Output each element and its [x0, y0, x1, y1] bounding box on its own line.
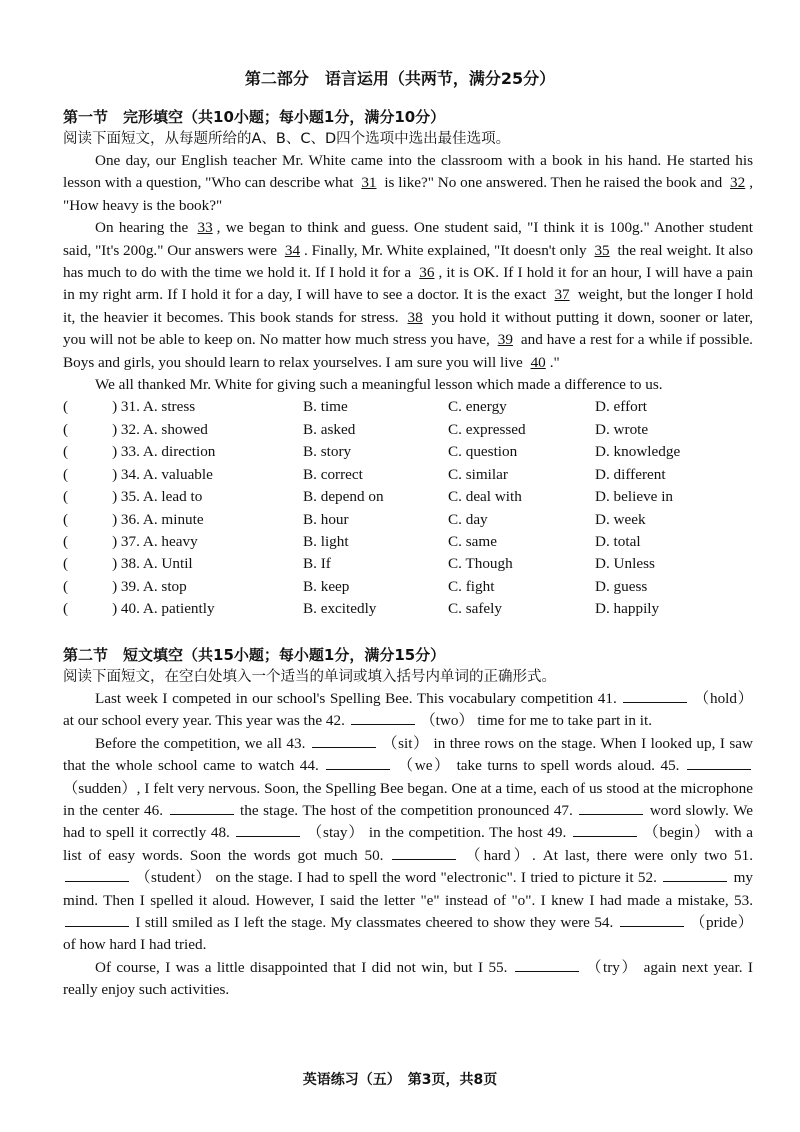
option-b: B. keep — [303, 577, 350, 595]
answer-blank[interactable] — [170, 800, 234, 815]
question-row — [63, 576, 753, 598]
answer-blank[interactable] — [663, 867, 727, 882]
section2-heading: 第二节 短文填空（共15小题；每小题1分，满分15分） — [63, 646, 446, 664]
cloze-paragraph: We all thanked Mr. White for giving such a meaningful lesson which made a difference to us. — [95, 376, 663, 394]
section2-instruction: 阅读下面短文，在空白处填入一个适当的单词或填入括号内单词的正确形式。 — [63, 669, 556, 685]
cloze-passage — [63, 150, 753, 396]
blank-number: 35 — [594, 241, 610, 259]
question-row — [63, 486, 753, 508]
option-d: D. different — [595, 465, 666, 483]
answer-blank[interactable] — [573, 822, 637, 837]
cloze-paragraph: On hearing the 33 , we began to think and guess. One student said, "I think it is 100g." Another student said, "It's 200g." Our answers were 34 . Finally, Mr. White explained, "It doesn't only 35 the real weight. It also has much to do with the time we hold it. If I hold it for a 36 , it is OK. If I hold it for an hour, I will have a pain in my right arm. If I hold it for a day, I will have to see a doctor. It is the exact 37 weight, but the longer I hold it, the heavier it becomes. This book stands for stress. 38 you hold it without putting it down, sooner or later, you will not be able to keep on. No matter how much stress you have, 39 and have a rest for a while if possible. Boys and girls, you should learn to relax yourselves. I am sure you will live 40 ." — [63, 219, 754, 371]
blank-number: 38 — [407, 308, 423, 326]
answer-blank[interactable] — [236, 822, 300, 837]
question-row — [63, 464, 753, 486]
answer-blank[interactable] — [392, 845, 456, 860]
option-c: C. fight — [448, 577, 495, 595]
answer-blank[interactable] — [65, 912, 129, 927]
option-d: D. knowledge — [595, 443, 681, 461]
blank-number: 39 — [497, 331, 513, 349]
blank-number: 36 — [419, 264, 435, 282]
question-row — [63, 509, 753, 531]
option-b: B. story — [303, 443, 352, 461]
fill-blank-passage — [63, 688, 753, 1002]
options-table — [63, 396, 753, 620]
option-c: C. same — [448, 532, 497, 550]
question-row — [63, 598, 753, 620]
option-c: C. deal with — [448, 488, 522, 506]
cloze-paragraph: One day, our English teacher Mr. White came into the classroom with a book in his hand. He started his lesson with a question, "Who can describe what 31 is like?" No one answered. Then he raised the book and 32 , "How heavy is the book?" — [63, 152, 754, 214]
option-b: B. excitedly — [303, 600, 377, 618]
option-c: C. similar — [448, 465, 508, 483]
question-option-a: ( ) 31. A. stress — [63, 398, 196, 416]
option-d: D. wrote — [595, 420, 649, 438]
fill-paragraph: Of course, I was a little disappointed that I did not win, but I 55. （try） again next year. I really enjoy such activities. — [63, 958, 753, 999]
question-option-a: ( ) 40. A. patiently — [63, 600, 215, 618]
question-option-a: ( ) 38. A. Until — [63, 555, 193, 573]
fill-paragraph: Before the competition, we all 43. （sit） in three rows on the stage. When I looked up, I saw that the whole school came to watch 44. （we） take turns to spell words aloud. 45. （sudden）, I felt very nervous. Soon, the Spelling Bee began. One at a time, each of us stood at the microphone in the center 46. the stage. The host of the competition pronounced 47. word slowly. We had to spell it correctly 48. （stay） in the competition. The host 49. （begin） with a list of easy words. Soon the words got much 50. （hard）. At last, there were only two 51. （student） on the stage. I had to spell the word "electronic". I tried to picture it 52. my mind. Then I spelled it aloud. However, I said the letter "e" instead of "o". I knew I had made a mistake, 53. I still smiled as I left the stage. My classmates cheered to show they were 54. （pride） of how hard I had tried. — [63, 734, 753, 954]
answer-blank[interactable] — [65, 867, 129, 882]
option-b: B. correct — [303, 465, 363, 483]
option-b: B. time — [303, 398, 348, 416]
question-option-a: ( ) 33. A. direction — [63, 443, 216, 461]
part-title: 第二部分 语言运用（共两节，满分25分） — [244, 69, 556, 88]
option-b: B. depend on — [303, 488, 384, 506]
option-d: D. total — [595, 532, 641, 550]
question-option-a: ( ) 34. A. valuable — [63, 465, 213, 483]
option-c: C. day — [448, 510, 488, 528]
option-c: C. energy — [448, 398, 507, 416]
blank-number: 37 — [554, 286, 570, 304]
blank-number: 40 — [530, 353, 546, 371]
question-row — [63, 531, 753, 553]
answer-blank[interactable] — [326, 755, 390, 770]
option-c: C. safely — [448, 600, 502, 618]
option-b: B. If — [303, 555, 331, 573]
option-c: C. question — [448, 443, 518, 461]
question-option-a: ( ) 39. A. stop — [63, 577, 187, 595]
option-b: B. asked — [303, 420, 356, 438]
answer-blank[interactable] — [515, 957, 579, 972]
option-b: B. light — [303, 532, 349, 550]
section-fill-blank — [63, 644, 753, 1002]
answer-blank[interactable] — [687, 755, 751, 770]
option-d: D. effort — [595, 398, 648, 416]
blank-number: 33 — [197, 219, 213, 237]
option-d: D. guess — [595, 577, 648, 595]
fill-paragraph: Last week I competed in our school's Spelling Bee. This vocabulary competition 41. （hold） at our school every year. This year was the 42. （two） time for me to take part in it. — [63, 690, 753, 730]
answer-blank[interactable] — [579, 800, 643, 815]
question-row — [63, 419, 753, 441]
question-row — [63, 553, 753, 575]
blank-number: 31 — [361, 174, 377, 192]
question-option-a: ( ) 32. A. showed — [63, 420, 208, 438]
question-option-a: ( ) 36. A. minute — [63, 510, 204, 528]
section1-heading: 第一节 完形填空（共10小题；每小题1分，满分10分） — [63, 108, 446, 126]
section-cloze — [63, 106, 753, 621]
option-c: C. expressed — [448, 420, 526, 438]
blank-number: 32 — [730, 174, 746, 192]
question-row — [63, 396, 753, 418]
answer-blank[interactable] — [623, 688, 687, 703]
option-d: D. believe in — [595, 488, 674, 506]
option-c: C. Though — [448, 555, 513, 573]
question-row — [63, 441, 753, 463]
page-footer: 英语练习（五） 第3页，共8页 — [302, 1072, 498, 1088]
option-d: D. Unless — [595, 555, 655, 573]
answer-blank[interactable] — [620, 912, 684, 927]
option-d: D. happily — [595, 600, 660, 618]
question-option-a: ( ) 37. A. heavy — [63, 532, 198, 550]
section1-instruction: 阅读下面短文，从每题所给的A、B、C、D四个选项中选出最佳选项。 — [63, 131, 511, 147]
option-d: D. week — [595, 510, 646, 528]
answer-blank[interactable] — [312, 733, 376, 748]
option-b: B. hour — [303, 510, 349, 528]
answer-blank[interactable] — [351, 710, 415, 725]
blank-number: 34 — [284, 241, 301, 259]
question-option-a: ( ) 35. A. lead to — [63, 488, 203, 506]
